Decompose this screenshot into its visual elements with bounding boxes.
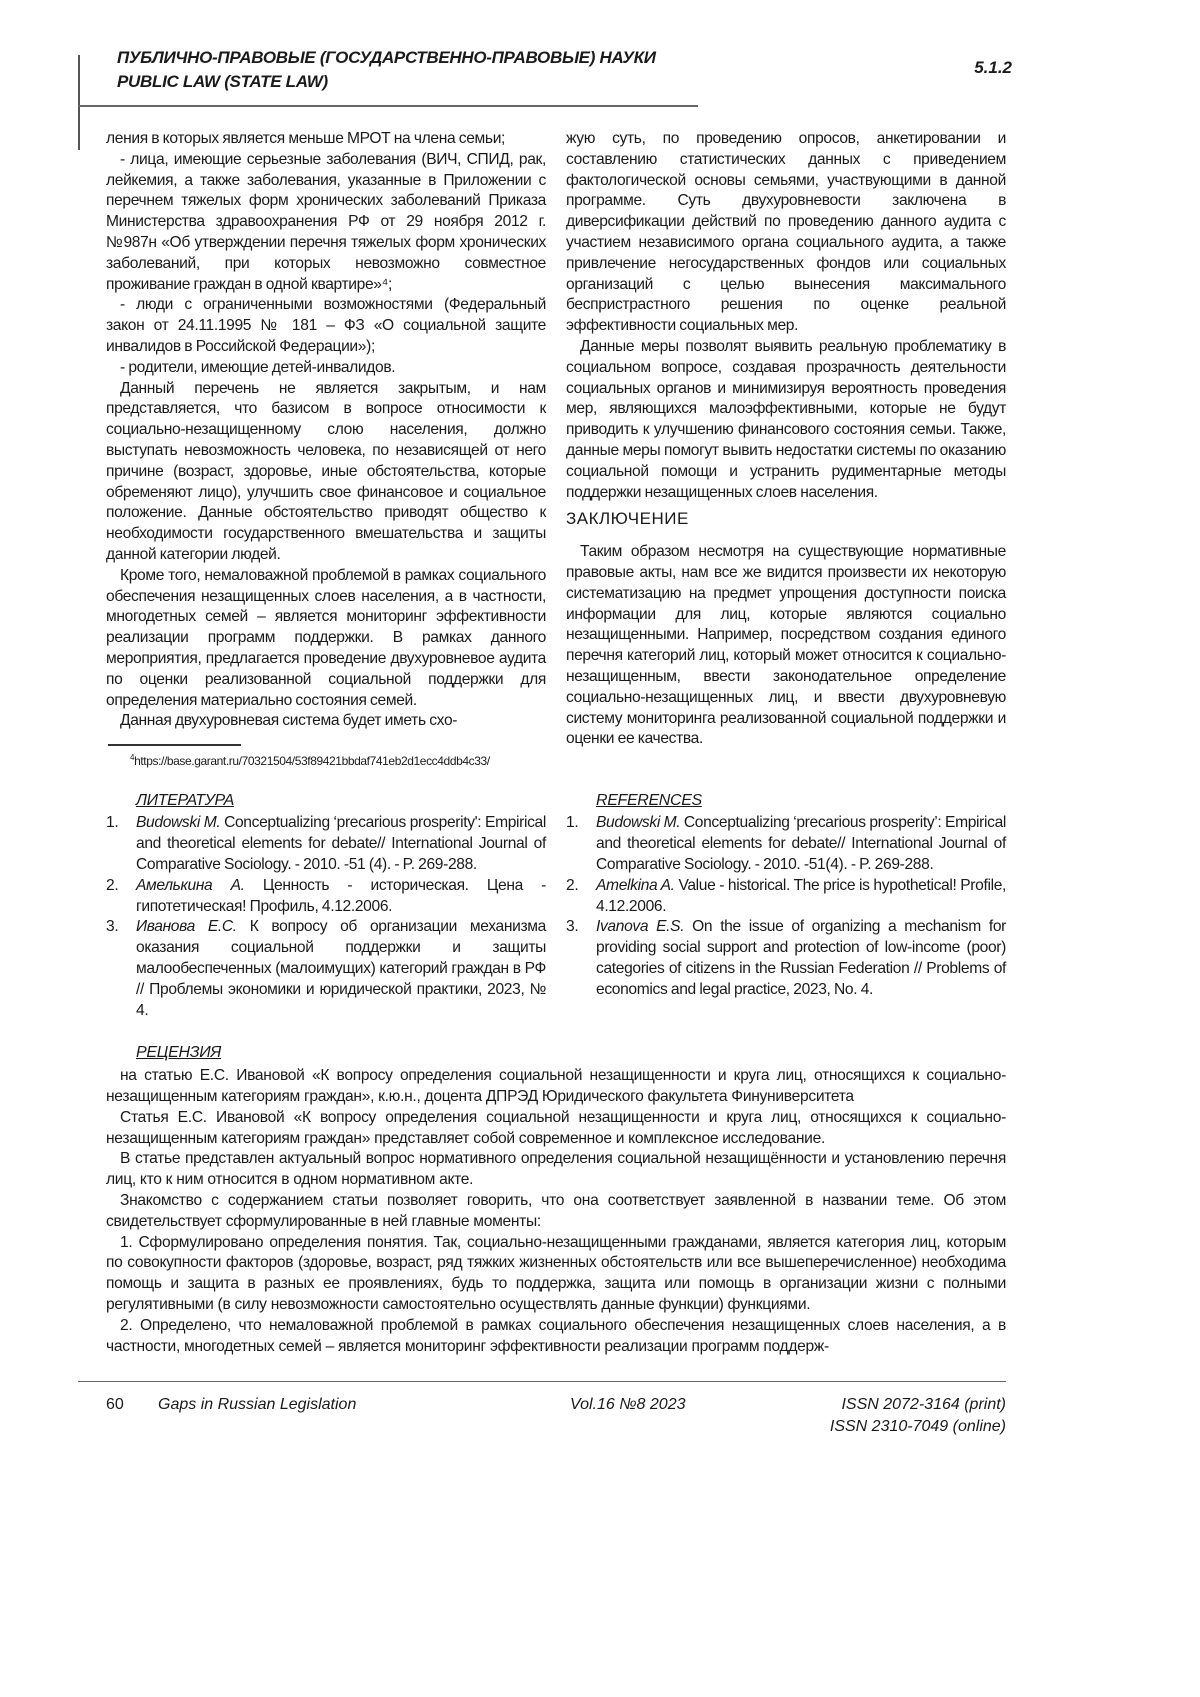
reference-author: Amelkina A. <box>596 877 675 894</box>
reference-item <box>106 876 546 918</box>
review-paragraph: 2. Определено, что немаловажной проблемой в рамках социального обеспечения незащищенных слоев населения, а в частности, многодетных семей – является мониторинг эффективности реализации программ поддерж- <box>106 1316 1006 1358</box>
reference-body: On the issue of organizing a mechanism for providing social support and protection of low-income (poor) categories of citizens in the Russian Federation // Problems of economics and legal practice, 2023, No. 4. <box>596 918 1006 997</box>
volume-info: Vol.16 №8 2023 <box>570 1394 685 1416</box>
literature-title: ЛИТЕРАТУРА <box>136 791 546 812</box>
paragraph: - родители, имеющие детей-инвалидов. <box>106 358 546 379</box>
reference-number: 3. <box>106 917 136 1021</box>
reference-text <box>596 917 1006 1000</box>
references-title: REFERENCES <box>596 791 1006 812</box>
reference-body: К вопросу об организации механизма оказания социальной поддержки и защиты малообеспеченных (малоимущих) категорий граждан в РФ // Проблемы экономики и юридической практики, 2023, № 4. <box>136 918 546 1018</box>
reference-item <box>106 813 546 875</box>
page-number: 60 <box>106 1394 124 1416</box>
footnote-number: 4 <box>130 753 134 762</box>
issn-online: ISSN 2310-7049 (online) <box>830 1416 1006 1438</box>
reference-number: 2. <box>106 876 136 918</box>
reference-text <box>136 813 546 875</box>
paragraph: Таким образом несмотря на существующие нормативные правовые акты, нам все же видится произвести их некоторую систематизацию на предмет упрощения доступности поиска информации для лиц, которые являются социально незащищенными. Например, посредством создания единого перечня категорий лиц, который может относится к социально-незащищенным, ввести законодательное определение социально-незащищенных лиц, и ввести двухуровневую систему мониторинга реализованной социальной поддержки и оценки ее качества. <box>566 542 1006 750</box>
reference-number: 1. <box>106 813 136 875</box>
article-columns <box>106 129 1006 769</box>
reference-author: Budowski M. <box>596 814 680 831</box>
reference-body: Conceptualizing ‘precarious prosperity': Empirical and theoretical elements for debate// International Journal of Comparative Sociology. - 2010. -51 (4). - P. 269-288. <box>136 814 546 873</box>
reference-text <box>596 813 1006 875</box>
issn-print: ISSN 2072-3164 (print) <box>830 1394 1006 1416</box>
references-list <box>566 791 1006 1001</box>
right-column <box>566 129 1006 750</box>
paragraph: Данный перечень не является закрытым, и нам представляется, что базисом в вопросе относимости к социально-незащищенному слою населения, должно выступать невозможность человека, по независящей от него причине (возраст, здоровье, иные обстоятельства, которые обременяют лицо), улучшить свое финансовое и социальное положение. Данные обстоятельство приводят общество к необходимости государственного вмешательства и защиты данной категории людей. <box>106 379 546 566</box>
section-title-en: PUBLIC LAW (STATE LAW) <box>117 70 656 94</box>
conclusion-heading: ЗАКЛЮЧЕНИЕ <box>566 509 1006 530</box>
page-footer <box>78 1381 1006 1451</box>
footnote-rule <box>108 744 241 746</box>
review-paragraph: на статью Е.С. Ивановой «К вопросу определения социальной незащищенности и круга лиц, относящихся к социально-незащищенным категориям граждан», к.ю.н., доцента ДПРЭД Юридического факультета Финуниверситета <box>106 1066 1006 1108</box>
review-paragraph: Статья Е.С. Ивановой «К вопросу определения социальной незащищенности и круга лиц, относящихся к социально-незащищенным категориям граждан» представляет собой современное и комплексное исследование. <box>106 1108 1006 1150</box>
reference-text <box>136 917 546 1021</box>
left-column <box>106 129 546 769</box>
reference-number: 3. <box>566 917 596 1000</box>
reference-author: Ivanova E.S. <box>596 918 684 935</box>
reference-number: 2. <box>566 876 596 918</box>
paragraph: - люди с ограниченными возможностями (Федеральный закон от 24.11.1995 № 181 – ФЗ «О социальной защите инвалидов в Российской Федерации»); <box>106 295 546 357</box>
page-body <box>106 0 1006 1451</box>
review-section <box>106 1043 1006 1357</box>
reference-text <box>596 876 1006 918</box>
reference-body: Conceptualizing ‘precarious prosperity’: Empirical and theoretical elements for debate// International Journal of Comparative Sociology. - 2010. -51(4). - P. 269-288. <box>596 814 1006 873</box>
footnote <box>130 750 546 769</box>
literature-list <box>106 791 546 1022</box>
reference-number: 1. <box>566 813 596 875</box>
reference-body: Ценность - историческая. Цена - гипотетическая! Профиль, 4.12.2006. <box>136 877 546 915</box>
paragraph: Данная двухуровневая система будет иметь схо- <box>106 711 546 732</box>
reference-body: Value - historical. The price is hypothetical! Profile, 4.12.2006. <box>596 877 1006 915</box>
reference-item <box>566 876 1006 918</box>
paragraph: жую суть, по проведению опросов, анкетировании и составлению статистических данных с приведением фактологической основы семьями, участвующими в данной программе. Суть двухуровневости заключена в диверсификации действий по проведению данного аудита с участием независимого органа социального аудита, а также привлечение негосударственных фондов или социальных организаций с целью вынесения максимального беспристрастного решения по оценке реальной эффективности социальных мер. <box>566 129 1006 337</box>
review-paragraph: 1. Сформулировано определения понятия. Так, социально-незащищенными гражданами, является категория лиц, которым по совокупности факторов (здоровье, возраст, ряд тяжких жизненных обстоятельств или все вышеперечисленное) необходима помощь и защита в разных ее проявлениях, будь то поддержка, защита или помощь в организации жизни с полными регулятивными (в силу невозможности самостоятельно осуществлять данные функции) функциями. <box>106 1233 1006 1316</box>
bibliography <box>106 791 1006 1022</box>
reference-item <box>566 917 1006 1000</box>
journal-name: Gaps in Russian Legislation <box>158 1394 356 1416</box>
section-title-ru: ПУБЛИЧНО-ПРАВОВЫЕ (ГОСУДАРСТВЕННО-ПРАВОВЫЕ) НАУКИ <box>117 46 656 70</box>
margin-line-top <box>78 55 80 150</box>
paragraph: - лица, имеющие серьезные заболевания (ВИЧ, СПИД, рак, лейкемия, а также заболевания, указанные в Приложении с перечнем тяжелых форм хронических заболеваний Приказа Министерства здравоохранения РФ от 29 ноября 2012 г. №987н «Об утверждении перечня тяжелых форм хронических заболеваний, при которых невозможно совместное проживание граждан в одной квартире»⁴; <box>106 150 546 296</box>
paragraph: Кроме того, немаловажной проблемой в рамках социального обеспечения незащищенных слоев населения, а в частности, многодетных семей – является мониторинг эффективности реализации программ поддержки. В рамках данного мероприятия, предлагается проведение двухуровневое аудита по оценки реализованной социальной поддержки для определения материально состояния семей. <box>106 566 546 712</box>
section-code: 5.1.2 <box>974 58 1012 78</box>
review-title: РЕЦЕНЗИЯ <box>136 1043 1006 1064</box>
review-paragraph: Знакомство с содержанием статьи позволяет говорить, что она соответствует заявленной в названии теме. Об этом свидетельствует сформулированные в ней главные моменты: <box>106 1191 1006 1233</box>
review-paragraph: В статье представлен актуальный вопрос нормативного определения социальной незащищённости и установлению перечня лиц, кто к ним относится в одном нормативном акте. <box>106 1149 1006 1191</box>
reference-author: Budowski M. <box>136 814 220 831</box>
issn <box>830 1394 1006 1438</box>
paragraph: ления в которых является меньше МРОТ на члена семьи; <box>106 129 546 150</box>
reference-text <box>136 876 546 918</box>
footnote-link[interactable]: https://base.garant.ru/70321504/53f89421bbdaf741eb2d1ecc4ddb4c33/ <box>134 754 490 768</box>
paragraph: Данные меры позволят выявить реальную проблематику в социальном вопросе, создавая прозрачность деятельности социальных органов и минимизируя вероятность проведения мер, являющихся малоэффективными, которые не будут приводить к улучшению финансового состояния семьи. Также, данные меры помогут вывить недостатки системы по оказанию социальной помощи и устранить рудиментарные методы поддержки незащищенных слоев населения. <box>566 337 1006 503</box>
reference-item <box>106 917 546 1021</box>
reference-author: Амелькина А. <box>136 877 245 894</box>
reference-item <box>566 813 1006 875</box>
reference-author: Иванова Е.С. <box>136 918 237 935</box>
